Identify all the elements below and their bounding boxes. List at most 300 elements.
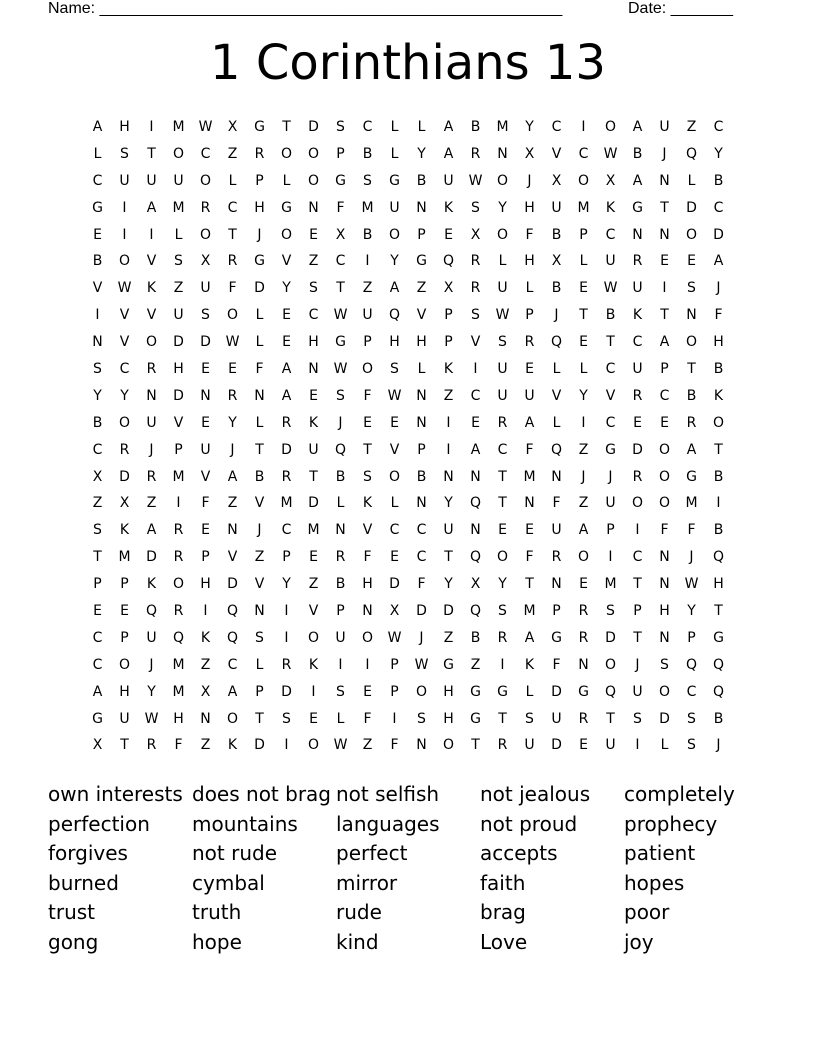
grid-letter[interactable]: I — [392, 710, 397, 727]
grid-letter[interactable]: K — [146, 576, 157, 593]
grid-letter[interactable]: J — [338, 414, 343, 431]
grid-letter[interactable]: N — [686, 307, 697, 324]
grid-letter[interactable]: T — [363, 441, 372, 458]
grid-letter[interactable]: N — [551, 468, 562, 485]
grid-letter[interactable]: E — [201, 361, 210, 378]
grid-letter[interactable]: T — [579, 307, 588, 324]
grid-letter[interactable]: S — [498, 603, 507, 620]
grid-letter[interactable]: R — [578, 710, 589, 727]
grid-letter[interactable]: A — [524, 414, 535, 431]
grid-letter[interactable]: C — [92, 441, 103, 458]
grid-letter[interactable]: I — [365, 656, 370, 673]
grid-letter[interactable]: M — [604, 576, 617, 593]
grid-letter[interactable]: R — [254, 145, 265, 162]
grid-letter[interactable]: R — [470, 145, 481, 162]
grid-letter[interactable]: S — [525, 710, 534, 727]
grid-letter[interactable]: Q — [550, 441, 563, 458]
grid-letter[interactable]: T — [525, 576, 534, 593]
grid-letter[interactable]: T — [120, 737, 129, 754]
grid-letter[interactable]: C — [686, 683, 697, 700]
grid-letter[interactable]: M — [172, 468, 185, 485]
grid-letter[interactable]: A — [281, 361, 292, 378]
grid-letter[interactable]: P — [120, 629, 129, 646]
grid-letter[interactable]: O — [496, 172, 509, 189]
grid-letter[interactable]: J — [581, 468, 586, 485]
grid-letter[interactable]: N — [443, 468, 454, 485]
grid-letter[interactable]: V — [281, 253, 292, 270]
grid-letter[interactable]: O — [307, 737, 320, 754]
grid-letter[interactable]: Q — [685, 145, 698, 162]
grid-letter[interactable]: V — [308, 603, 319, 620]
grid-letter[interactable]: D — [281, 441, 292, 458]
grid-letter[interactable]: Q — [172, 629, 185, 646]
grid-letter[interactable]: A — [470, 441, 481, 458]
grid-letter[interactable]: V — [416, 307, 427, 324]
grid-letter[interactable]: T — [606, 334, 615, 351]
grid-letter[interactable]: V — [200, 468, 211, 485]
grid-letter[interactable]: I — [284, 603, 289, 620]
grid-letter[interactable]: Q — [685, 656, 698, 673]
grid-letter[interactable]: Y — [417, 145, 426, 162]
grid-letter[interactable]: F — [390, 737, 399, 754]
grid-letter[interactable]: N — [632, 226, 643, 243]
grid-letter[interactable]: D — [605, 629, 616, 646]
grid-letter[interactable]: U — [632, 280, 643, 297]
grid-letter[interactable]: X — [335, 226, 346, 243]
grid-letter[interactable]: N — [92, 334, 103, 351]
grid-letter[interactable]: G — [389, 172, 400, 189]
grid-letter[interactable]: I — [662, 280, 667, 297]
grid-letter[interactable]: Y — [498, 576, 507, 593]
grid-letter[interactable]: A — [92, 119, 103, 135]
grid-letter[interactable]: V — [605, 387, 616, 404]
grid-letter[interactable]: M — [523, 603, 536, 620]
grid-letter[interactable]: Y — [444, 576, 453, 593]
grid-letter[interactable]: R — [578, 629, 589, 646]
grid-letter[interactable]: W — [144, 710, 159, 727]
grid-letter[interactable]: X — [200, 683, 211, 700]
grid-letter[interactable]: X — [551, 172, 562, 189]
grid-letter[interactable]: R — [497, 414, 508, 431]
grid-letter[interactable]: Z — [254, 549, 265, 566]
grid-letter[interactable]: L — [390, 145, 399, 162]
grid-letter[interactable]: N — [416, 737, 427, 754]
grid-letter[interactable]: Q — [226, 603, 239, 620]
grid-letter[interactable]: M — [685, 495, 698, 512]
grid-letter[interactable]: E — [687, 253, 696, 270]
grid-letter[interactable]: O — [199, 226, 212, 243]
grid-letter[interactable]: C — [227, 656, 238, 673]
grid-letter[interactable]: R — [146, 737, 157, 754]
grid-letter[interactable]: K — [119, 522, 130, 539]
grid-letter[interactable]: L — [174, 226, 183, 243]
grid-letter[interactable]: P — [633, 603, 642, 620]
grid-letter[interactable]: F — [174, 737, 183, 754]
grid-letter[interactable]: P — [336, 145, 345, 162]
grid-letter[interactable]: T — [255, 710, 264, 727]
grid-letter[interactable]: Q — [469, 549, 482, 566]
grid-letter[interactable]: O — [577, 172, 590, 189]
grid-letter[interactable]: Y — [282, 280, 291, 297]
grid-letter[interactable]: I — [176, 495, 181, 512]
grid-letter[interactable]: C — [605, 361, 616, 378]
grid-letter[interactable]: U — [605, 737, 616, 754]
grid-letter[interactable]: U — [200, 280, 211, 297]
grid-letter[interactable]: E — [390, 549, 399, 566]
grid-letter[interactable]: Y — [525, 119, 534, 135]
grid-letter[interactable]: S — [660, 656, 669, 673]
grid-letter[interactable]: D — [308, 119, 319, 135]
grid-letter[interactable]: E — [201, 414, 210, 431]
grid-letter[interactable]: U — [632, 361, 643, 378]
grid-letter[interactable]: J — [689, 549, 694, 566]
grid-letter[interactable]: B — [362, 145, 373, 162]
grid-letter[interactable]: B — [713, 468, 724, 485]
grid-letter[interactable]: L — [552, 361, 561, 378]
grid-letter[interactable]: L — [390, 495, 399, 512]
grid-letter[interactable]: O — [712, 414, 725, 431]
grid-letter[interactable]: P — [417, 441, 426, 458]
grid-letter[interactable]: A — [281, 387, 292, 404]
grid-letter[interactable]: S — [282, 710, 291, 727]
grid-letter[interactable]: F — [687, 522, 696, 539]
grid-letter[interactable]: A — [443, 119, 454, 135]
grid-letter[interactable]: B — [713, 522, 724, 539]
grid-letter[interactable]: G — [92, 199, 103, 216]
grid-letter[interactable]: U — [389, 199, 400, 216]
grid-letter[interactable]: N — [146, 387, 157, 404]
grid-letter[interactable]: T — [147, 145, 156, 162]
grid-letter[interactable]: R — [335, 549, 346, 566]
grid-letter[interactable]: P — [282, 549, 291, 566]
grid-letter[interactable]: B — [686, 387, 697, 404]
grid-letter[interactable]: C — [92, 656, 103, 673]
grid-letter[interactable]: D — [173, 387, 184, 404]
grid-letter[interactable]: C — [632, 334, 643, 351]
grid-letter[interactable]: I — [122, 226, 127, 243]
grid-letter[interactable]: C — [362, 119, 373, 135]
grid-letter[interactable]: N — [497, 145, 508, 162]
grid-letter[interactable]: A — [443, 145, 454, 162]
grid-letter[interactable]: H — [524, 253, 535, 270]
grid-letter[interactable]: W — [387, 629, 402, 646]
grid-letter[interactable]: O — [307, 629, 320, 646]
grid-letter[interactable]: L — [687, 172, 696, 189]
grid-letter[interactable]: L — [282, 172, 291, 189]
grid-letter[interactable]: E — [93, 603, 102, 620]
grid-letter[interactable]: D — [308, 495, 319, 512]
grid-letter[interactable]: A — [92, 683, 103, 700]
grid-letter[interactable]: P — [687, 629, 696, 646]
grid-letter[interactable]: B — [551, 226, 562, 243]
grid-letter[interactable]: L — [579, 361, 588, 378]
grid-letter[interactable]: I — [446, 414, 451, 431]
grid-letter[interactable]: J — [149, 441, 154, 458]
grid-letter[interactable]: F — [363, 710, 372, 727]
grid-letter[interactable]: T — [498, 710, 507, 727]
grid-letter[interactable]: D — [443, 603, 454, 620]
grid-letter[interactable]: T — [633, 576, 642, 593]
grid-letter[interactable]: X — [443, 280, 454, 297]
grid-letter[interactable]: B — [92, 253, 103, 270]
grid-letter[interactable]: N — [659, 629, 670, 646]
grid-letter[interactable]: K — [632, 307, 643, 324]
grid-letter[interactable]: L — [228, 172, 237, 189]
grid-letter[interactable]: W — [603, 280, 618, 297]
grid-letter[interactable]: D — [686, 199, 697, 216]
grid-letter[interactable]: K — [227, 737, 238, 754]
grid-letter[interactable]: K — [524, 656, 535, 673]
grid-letter[interactable]: G — [470, 683, 481, 700]
grid-letter[interactable]: D — [281, 683, 292, 700]
grid-letter[interactable]: U — [524, 737, 535, 754]
grid-letter[interactable]: N — [200, 387, 211, 404]
grid-letter[interactable]: R — [173, 549, 184, 566]
grid-letter[interactable]: A — [146, 522, 157, 539]
grid-letter[interactable]: N — [335, 522, 346, 539]
grid-letter[interactable]: L — [255, 414, 264, 431]
grid-letter[interactable]: I — [311, 683, 316, 700]
grid-letter[interactable]: W — [333, 737, 348, 754]
grid-letter[interactable]: B — [713, 710, 724, 727]
grid-letter[interactable]: B — [335, 468, 346, 485]
grid-letter[interactable]: O — [118, 253, 131, 270]
grid-letter[interactable]: U — [173, 172, 184, 189]
grid-letter[interactable]: R — [578, 603, 589, 620]
grid-letter[interactable]: B — [335, 576, 346, 593]
grid-letter[interactable]: F — [201, 495, 210, 512]
grid-letter[interactable]: V — [146, 307, 157, 324]
grid-letter[interactable]: U — [335, 629, 346, 646]
grid-letter[interactable]: F — [363, 549, 372, 566]
date-field[interactable]: Date: _______ — [628, 0, 733, 17]
grid-letter[interactable]: Y — [93, 387, 102, 404]
grid-letter[interactable]: N — [524, 495, 535, 512]
grid-letter[interactable]: E — [228, 361, 237, 378]
grid-letter[interactable]: Y — [687, 603, 696, 620]
grid-letter[interactable]: P — [606, 522, 615, 539]
grid-letter[interactable]: T — [660, 307, 669, 324]
grid-letter[interactable]: R — [281, 656, 292, 673]
grid-letter[interactable]: S — [255, 629, 264, 646]
grid-letter[interactable]: Z — [308, 576, 319, 593]
grid-letter[interactable]: Z — [686, 119, 697, 135]
grid-letter[interactable]: F — [552, 495, 561, 512]
grid-letter[interactable]: H — [659, 603, 670, 620]
grid-letter[interactable]: H — [119, 119, 130, 135]
grid-letter[interactable]: P — [93, 576, 102, 593]
grid-letter[interactable]: L — [417, 361, 426, 378]
grid-letter[interactable]: X — [551, 253, 562, 270]
grid-letter[interactable]: M — [172, 119, 185, 135]
grid-letter[interactable]: J — [662, 145, 667, 162]
grid-letter[interactable]: N — [308, 199, 319, 216]
grid-letter[interactable]: K — [362, 495, 373, 512]
grid-letter[interactable]: N — [578, 656, 589, 673]
grid-letter[interactable]: R — [470, 280, 481, 297]
grid-letter[interactable]: X — [389, 603, 400, 620]
grid-letter[interactable]: C — [551, 119, 562, 135]
grid-letter[interactable]: E — [363, 683, 372, 700]
grid-letter[interactable]: G — [281, 199, 292, 216]
grid-letter[interactable]: P — [120, 576, 129, 593]
grid-letter[interactable]: O — [307, 145, 320, 162]
grid-letter[interactable]: I — [581, 414, 586, 431]
grid-letter[interactable]: I — [284, 629, 289, 646]
grid-letter[interactable]: Z — [200, 656, 211, 673]
grid-letter[interactable]: Z — [578, 441, 589, 458]
grid-letter[interactable]: B — [362, 226, 373, 243]
grid-letter[interactable]: J — [257, 522, 262, 539]
grid-letter[interactable]: G — [578, 683, 589, 700]
grid-letter[interactable]: J — [716, 737, 721, 754]
grid-letter[interactable]: N — [416, 495, 427, 512]
grid-letter[interactable]: D — [254, 737, 265, 754]
grid-letter[interactable]: Q — [469, 603, 482, 620]
grid-letter[interactable]: T — [93, 549, 102, 566]
grid-letter[interactable]: T — [498, 495, 507, 512]
grid-letter[interactable]: B — [470, 629, 481, 646]
grid-letter[interactable]: S — [120, 145, 129, 162]
grid-letter[interactable]: A — [578, 522, 589, 539]
grid-letter[interactable]: P — [444, 307, 453, 324]
grid-letter[interactable]: M — [118, 549, 131, 566]
grid-letter[interactable]: O — [388, 468, 401, 485]
grid-letter[interactable]: O — [280, 226, 293, 243]
grid-letter[interactable]: T — [714, 603, 723, 620]
grid-letter[interactable]: H — [200, 576, 211, 593]
grid-letter[interactable]: I — [203, 603, 208, 620]
grid-letter[interactable]: B — [416, 172, 427, 189]
grid-letter[interactable]: U — [119, 710, 130, 727]
grid-letter[interactable]: S — [174, 253, 183, 270]
grid-letter[interactable]: S — [687, 710, 696, 727]
grid-letter[interactable]: Z — [578, 495, 589, 512]
grid-letter[interactable]: M — [523, 468, 536, 485]
grid-letter[interactable]: D — [227, 576, 238, 593]
grid-letter[interactable]: V — [119, 307, 130, 324]
grid-letter[interactable]: O — [172, 145, 185, 162]
grid-letter[interactable]: Z — [443, 629, 454, 646]
grid-letter[interactable]: E — [579, 737, 588, 754]
grid-letter[interactable]: E — [120, 603, 129, 620]
grid-letter[interactable]: Q — [226, 629, 239, 646]
grid-letter[interactable]: S — [363, 468, 372, 485]
grid-letter[interactable]: Y — [282, 576, 291, 593]
grid-letter[interactable]: G — [416, 253, 427, 270]
grid-letter[interactable]: E — [309, 226, 318, 243]
grid-letter[interactable]: H — [389, 334, 400, 351]
grid-letter[interactable]: L — [552, 414, 561, 431]
grid-letter[interactable]: X — [119, 495, 130, 512]
grid-letter[interactable]: E — [525, 361, 534, 378]
grid-letter[interactable]: H — [524, 199, 535, 216]
grid-letter[interactable]: E — [444, 226, 453, 243]
grid-letter[interactable]: O — [685, 226, 698, 243]
grid-letter[interactable]: N — [416, 387, 427, 404]
grid-letter[interactable]: F — [525, 226, 534, 243]
grid-letter[interactable]: C — [470, 387, 481, 404]
grid-letter[interactable]: G — [605, 441, 616, 458]
grid-letter[interactable]: O — [658, 468, 671, 485]
grid-letter[interactable]: E — [579, 334, 588, 351]
grid-letter[interactable]: U — [659, 119, 670, 135]
grid-letter[interactable]: A — [632, 119, 643, 135]
grid-letter[interactable]: C — [578, 145, 589, 162]
grid-letter[interactable]: O — [388, 226, 401, 243]
grid-letter[interactable]: O — [604, 656, 617, 673]
grid-letter[interactable]: H — [119, 683, 130, 700]
grid-letter[interactable]: J — [527, 172, 532, 189]
grid-letter[interactable]: N — [659, 549, 670, 566]
grid-letter[interactable]: O — [226, 710, 239, 727]
grid-letter[interactable]: Z — [362, 737, 373, 754]
grid-letter[interactable]: H — [713, 576, 724, 593]
grid-letter[interactable]: N — [227, 522, 238, 539]
grid-letter[interactable]: T — [498, 468, 507, 485]
grid-letter[interactable]: A — [389, 280, 400, 297]
grid-letter[interactable]: I — [95, 307, 100, 324]
grid-letter[interactable]: G — [254, 119, 265, 135]
grid-letter[interactable]: N — [551, 576, 562, 593]
grid-letter[interactable]: C — [497, 441, 508, 458]
grid-letter[interactable]: Y — [714, 145, 723, 162]
grid-letter[interactable]: X — [524, 145, 535, 162]
grid-letter[interactable]: I — [149, 119, 154, 135]
grid-letter[interactable]: W — [495, 307, 510, 324]
grid-letter[interactable]: D — [254, 280, 265, 297]
grid-letter[interactable]: B — [713, 361, 724, 378]
grid-letter[interactable]: P — [579, 226, 588, 243]
grid-letter[interactable]: I — [473, 361, 478, 378]
grid-letter[interactable]: Y — [228, 414, 237, 431]
grid-letter[interactable]: E — [390, 414, 399, 431]
grid-letter[interactable]: J — [716, 280, 721, 297]
grid-letter[interactable]: I — [581, 119, 586, 135]
grid-letter[interactable]: U — [308, 441, 319, 458]
grid-letter[interactable]: G — [713, 629, 724, 646]
grid-letter[interactable]: Q — [442, 253, 455, 270]
grid-letter[interactable]: P — [174, 441, 183, 458]
grid-letter[interactable]: Q — [712, 683, 725, 700]
grid-letter[interactable]: V — [146, 253, 157, 270]
grid-letter[interactable]: P — [390, 656, 399, 673]
grid-letter[interactable]: Y — [390, 253, 399, 270]
grid-letter[interactable]: H — [416, 334, 427, 351]
grid-letter[interactable]: Z — [227, 495, 238, 512]
grid-letter[interactable]: R — [227, 253, 238, 270]
grid-letter[interactable]: U — [497, 361, 508, 378]
grid-letter[interactable]: N — [308, 361, 319, 378]
grid-letter[interactable]: N — [470, 468, 481, 485]
grid-letter[interactable]: B — [416, 468, 427, 485]
grid-letter[interactable]: D — [173, 334, 184, 351]
grid-letter[interactable]: L — [417, 119, 426, 135]
grid-letter[interactable]: L — [525, 280, 534, 297]
grid-letter[interactable]: R — [119, 441, 130, 458]
grid-letter[interactable]: P — [660, 361, 669, 378]
grid-letter[interactable]: R — [632, 468, 643, 485]
grid-letter[interactable]: M — [172, 656, 185, 673]
grid-letter[interactable]: W — [198, 119, 213, 135]
grid-letter[interactable]: E — [633, 414, 642, 431]
grid-letter[interactable]: C — [119, 361, 130, 378]
grid-letter[interactable]: X — [470, 226, 481, 243]
grid-letter[interactable]: N — [200, 710, 211, 727]
grid-letter[interactable]: B — [605, 307, 616, 324]
grid-letter[interactable]: Z — [173, 280, 184, 297]
grid-letter[interactable]: F — [525, 441, 534, 458]
